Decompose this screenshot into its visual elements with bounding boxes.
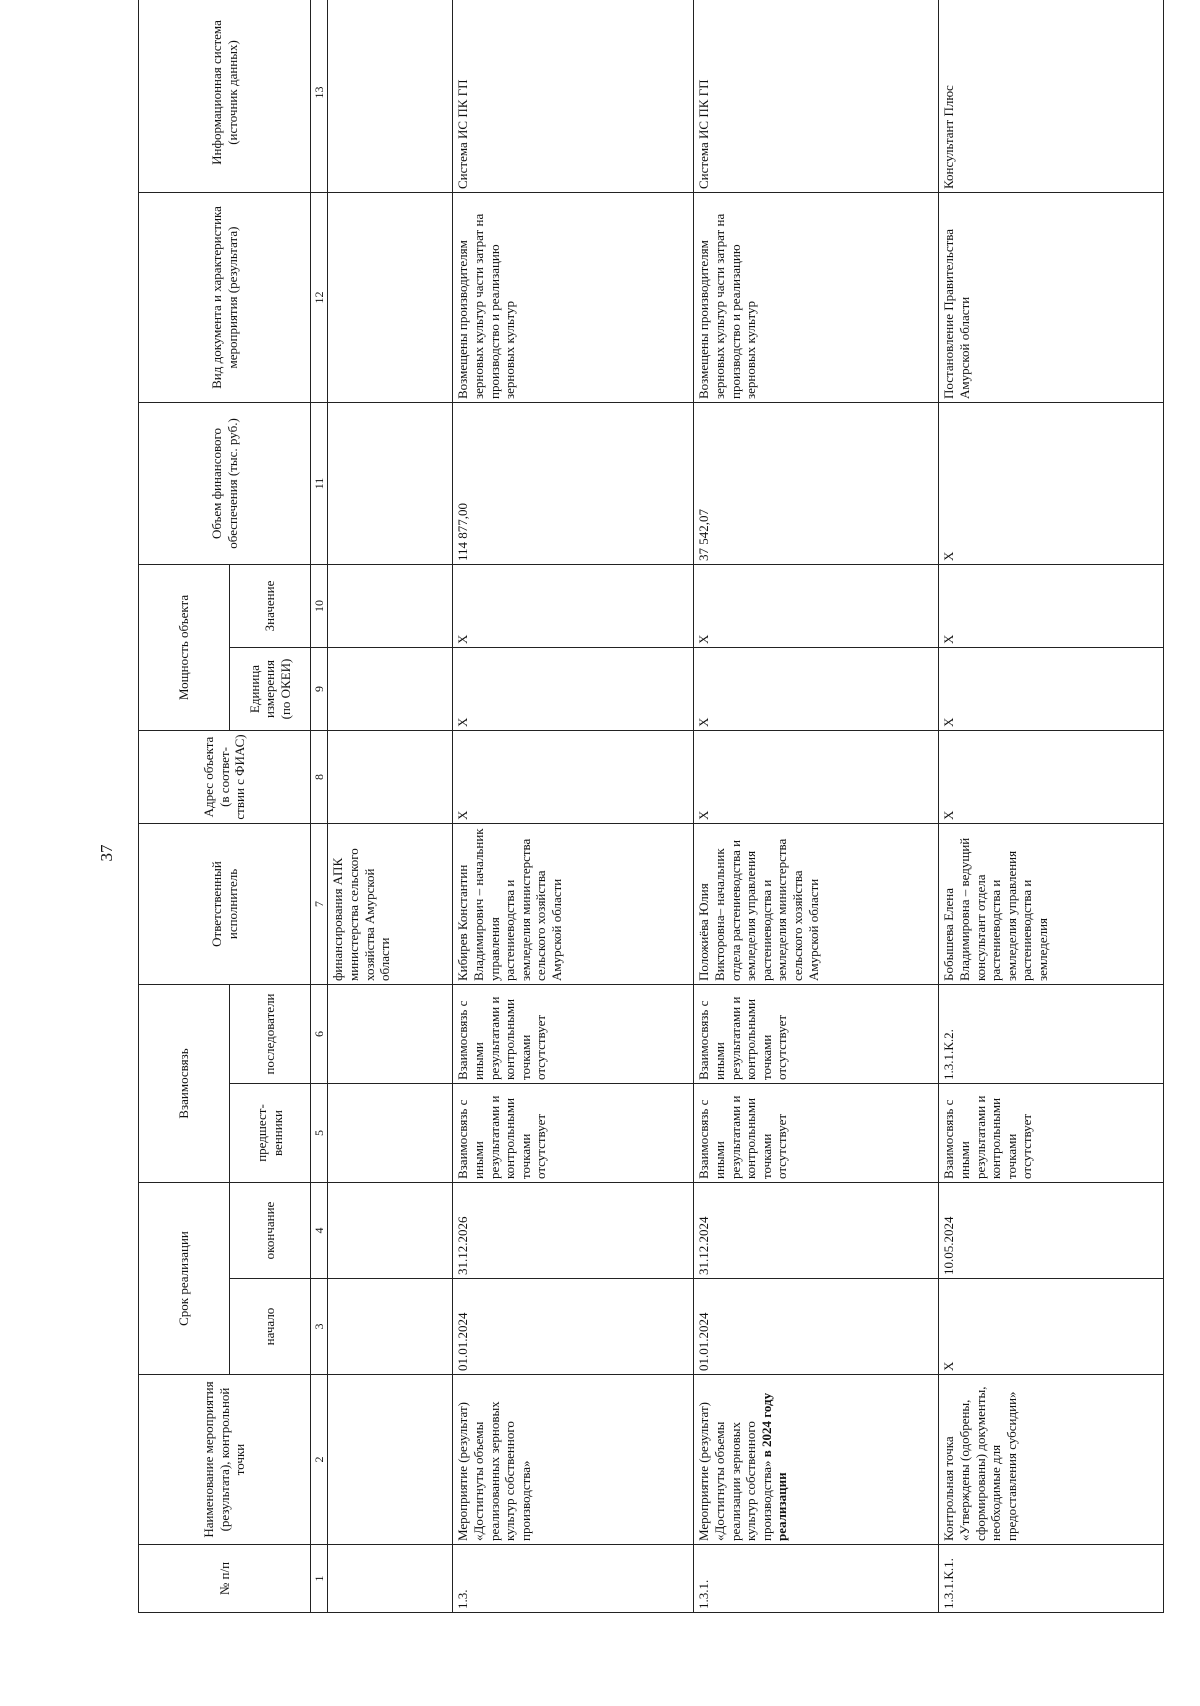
header-link: Взаимосвязь [139,985,230,1183]
column-number: 12 [311,192,328,402]
header-succ: последователи [230,985,311,1084]
column-number: 9 [311,648,328,731]
page-number: 37 [97,844,116,862]
cell-pred: Взаимосвязь с иными результатами и контрольными точками отсутствует [694,1084,939,1183]
cell-sys: Система ИС ПК ГП [694,0,939,192]
header-name: Наименование мероприятия (результата), контрольной точки [139,1375,311,1545]
column-number: 5 [311,1084,328,1183]
column-number: 2 [311,1375,328,1545]
header-value: Значение [230,564,311,647]
cell-value: X [453,564,694,647]
header-power: Мощность объекта [139,564,230,730]
column-number: 8 [311,731,328,824]
cell-addr: X [453,731,694,824]
table-row [694,0,939,1613]
cell-name: Мероприятие (результат) «Достигнуты объемы реализации зерновых культур собственного производства» в 2024 году реализации [694,1375,939,1545]
cell-doc: Постановление Правительства Амурской области [939,192,1164,402]
column-number: 13 [311,0,328,192]
header-sys: Информационная система (источник данных) [139,0,311,192]
cell-end: 31.12.2026 [453,1183,694,1279]
cell-doc: Возмещены производителям зерновых культур части затрат на производство и реализацию зерновых культур [694,192,939,402]
header-unit: Единица измерения (по ОКЕИ) [230,648,311,731]
cell-resp: Положиёва Юлия Викторовна– начальник отдела растениеводства и земледелия управления растениеводства и земледелия министерства сельского хозяйства Амурской области [694,824,939,985]
cell-name: Контрольная точка «Утверждены (одобрены, сформированы) документы, необходимые для предоставления субсидии» [939,1375,1164,1545]
header-fin: Объем финансового обеспечения (тыс. руб.) [139,402,311,564]
cell-doc: Возмещены производителям зерновых культур части затрат на производство и реализацию зерновых культур [453,192,694,402]
plan-table [138,0,1164,1613]
cell-pred: Взаимосвязь с иными результатами и контрольными точками отсутствует [939,1084,1164,1183]
header-row-1 [139,0,230,1613]
cell-unit: X [694,648,939,731]
column-number: 1 [311,1545,328,1613]
column-number: 3 [311,1279,328,1375]
column-number-row [311,0,328,1613]
table-row [939,0,1164,1613]
header-pred: предшест- венники [230,1084,311,1183]
cell-num: 1.3. [453,1545,694,1613]
cell-value: X [939,564,1164,647]
column-number: 10 [311,564,328,647]
header-end: окончание [230,1183,311,1279]
header-period: Срок реализации [139,1183,230,1375]
cell-resp: Бобышева Елена Владимировна – ведущий консультант отдела растениеводства и земледелия управления растениеводства и земледелия [939,824,1164,985]
column-number: 4 [311,1183,328,1279]
cell-value: X [694,564,939,647]
cell-start: X [939,1279,1164,1375]
cell-pred: Взаимосвязь с иными результатами и контрольными точками отсутствует [453,1084,694,1183]
cell-addr: X [939,731,1164,824]
rotated-table-wrapper [138,20,1170,1613]
cell-fin: 37 542,07 [694,402,939,564]
cell-fin: 114 877,00 [453,402,694,564]
column-number: 6 [311,985,328,1084]
cell-num: 1.3.1. [694,1545,939,1613]
cell-sys: Система ИС ПК ГП [453,0,694,192]
continuation-row [328,0,453,1613]
cell-start: 01.01.2024 [453,1279,694,1375]
cell-resp: Кибирев Константин Владимирович – начальник управления растениеводства и земледелия министерства сельского хозяйства Амурской области [453,824,694,985]
header-resp: Ответственный исполнитель [139,824,311,985]
column-number: 11 [311,402,328,564]
table-row [453,0,694,1613]
cell-fin: X [939,402,1164,564]
cell-unit: X [939,648,1164,731]
cell-addr: X [694,731,939,824]
cell-sys: Консультант Плюс [939,0,1164,192]
cell-succ: 1.3.1.К.2. [939,985,1164,1084]
cell-succ: Взаимосвязь с иными результатами и контрольными точками отсутствует [694,985,939,1084]
cell-end: 31.12.2024 [694,1183,939,1279]
cell-succ: Взаимосвязь с иными результатами и контрольными точками отсутствует [453,985,694,1084]
header-start: начало [230,1279,311,1375]
header-addr: Адрес объекта (в соответ-ствии с ФИАС) [139,731,311,824]
cell-num: 1.3.1.К.1. [939,1545,1164,1613]
cell-unit: X [453,648,694,731]
header-num: № п/п [139,1545,311,1613]
cell-resp: финансирования АПК министерства сельского хозяйства Амурской области [328,824,453,985]
cell-name: Мероприятие (результат) «Достигнуты объемы реализованных зерновых культур собственного производства» [453,1375,694,1545]
header-doc: Вид документа и характеристика мероприятия (результата) [139,192,311,402]
cell-end: 10.05.2024 [939,1183,1164,1279]
column-number: 7 [311,824,328,985]
cell-start: 01.01.2024 [694,1279,939,1375]
